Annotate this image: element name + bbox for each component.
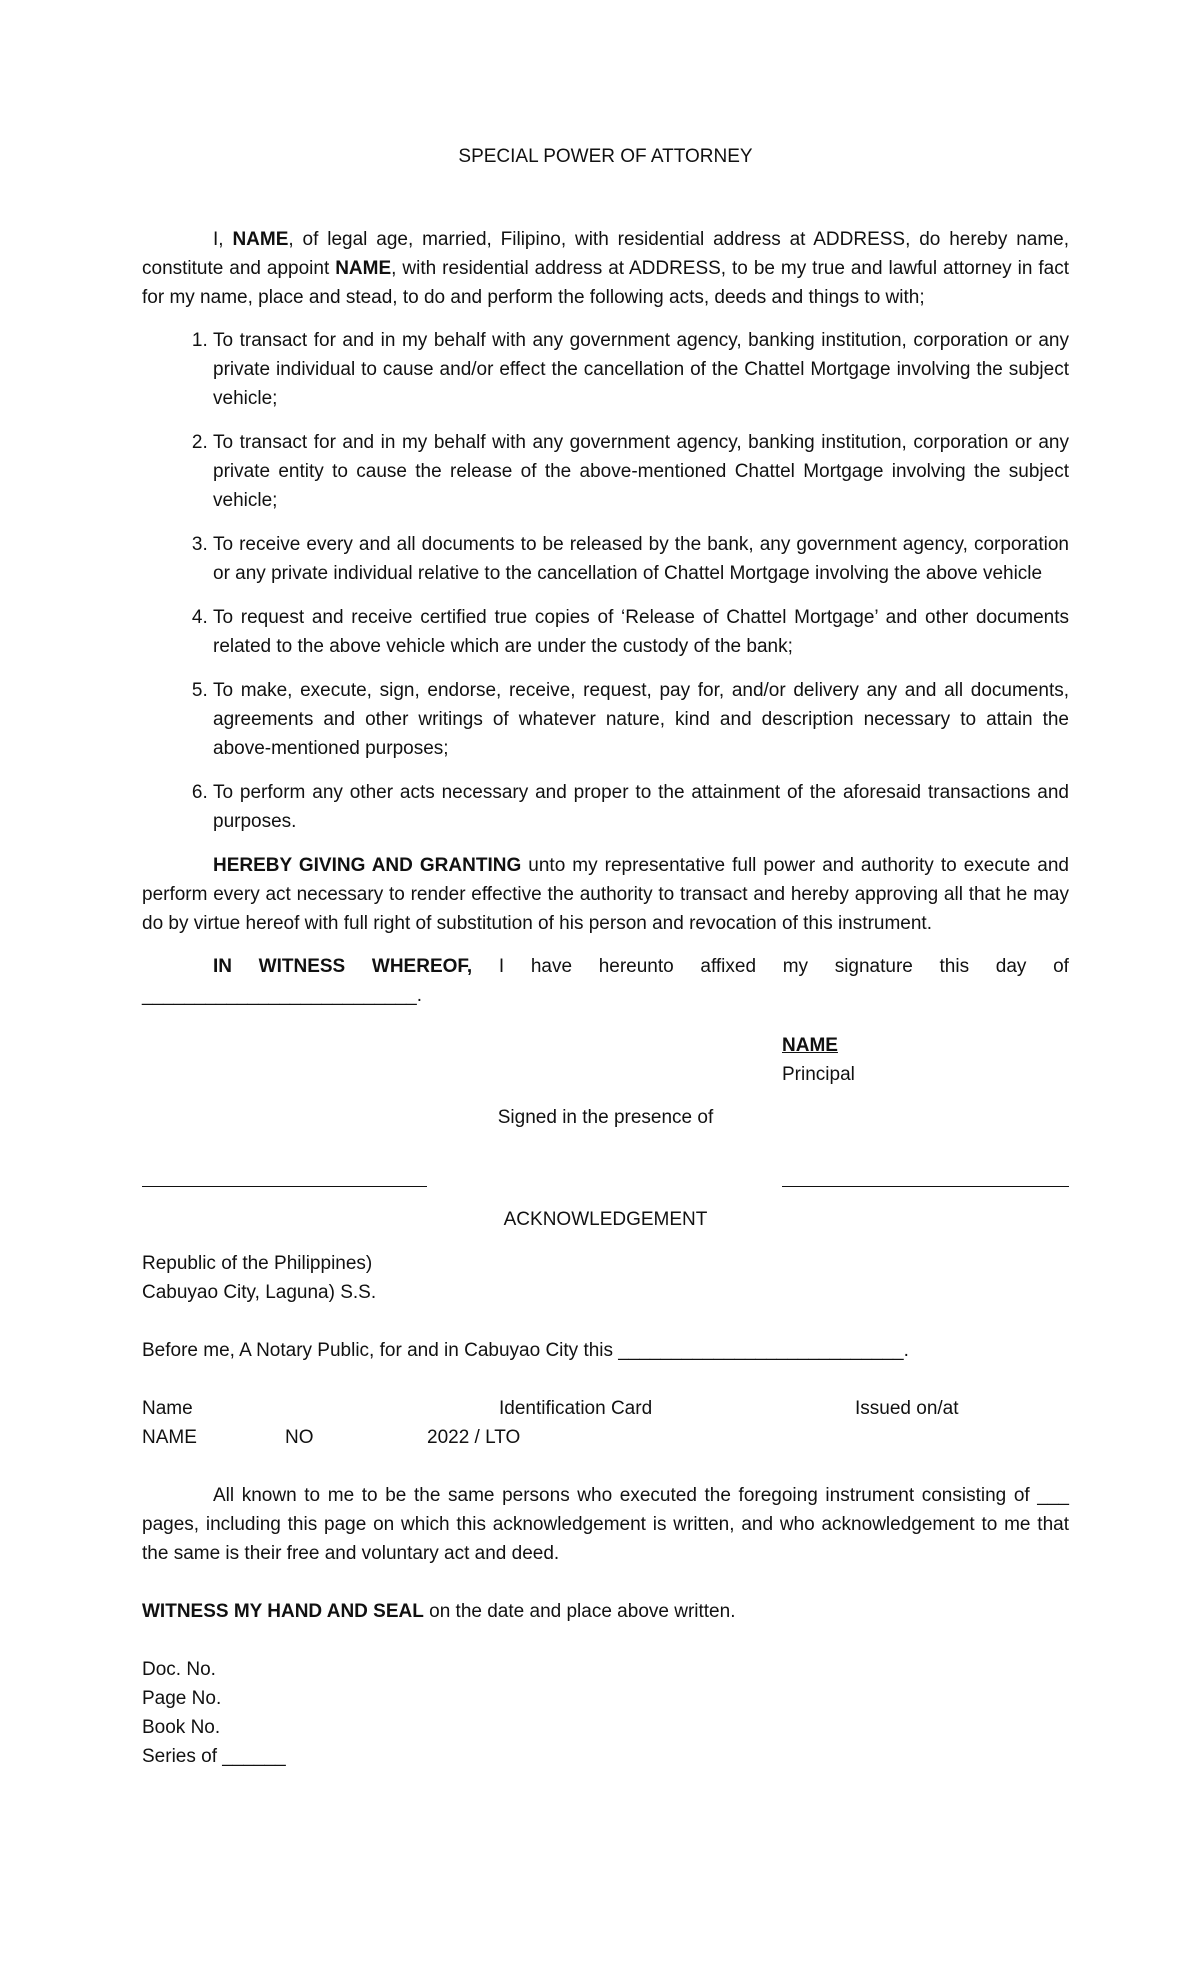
granting-text: unto my representative full power and authority to execute and perform every act necessary to render effective the authority to transact and hereby approving all that he may do by virtue hereof with full right of substitution of his person and revocation of this instrument. [142, 855, 1069, 934]
intro-text-3: , with residential address at ADDRESS, to be my true and lawful attorney in fact for my name, place and stead, to do and perform the following acts, deeds and things to with; [142, 258, 1069, 308]
list-item: 5. To make, execute, sign, endorse, receive, request, pay for, and/or delivery any and all documents, agreements and other writings of whatever nature, kind and description necessary to attain the above-mentioned purposes; [213, 676, 1069, 763]
intro-text-2: , of legal age, married, Filipino, with residential address at ADDRESS, do hereby name, constitute and appoint [142, 229, 1069, 279]
table-row [142, 1423, 1069, 1452]
powers-list [142, 326, 1069, 836]
witness-word: affixed [700, 956, 757, 977]
witness-paragraph [142, 952, 1069, 1010]
page-no: Page No. [142, 1688, 222, 1709]
witness-date-line: __________________________. [142, 985, 423, 1006]
doc-no: Doc. No. [142, 1659, 216, 1680]
venue-line-1: Republic of the Philippines) [142, 1253, 373, 1274]
witness-word: WHEREOF, [371, 956, 473, 977]
list-item: 1. To transact for and in my behalf with any government agency, banking institution, corporation or any private individual to cause and/or effect the cancellation of the Chattel Mortgage involving the subject vehicle; [213, 326, 1069, 413]
hand-seal-line [142, 1597, 1069, 1626]
granting-bold: HEREBY GIVING AND GRANTING [213, 855, 522, 876]
principal-signature-block [782, 1031, 1069, 1089]
list-item: 3. To receive every and all documents to be released by the bank, any government agency, corporation or any private individual relative to the cancellation of Chattel Mortgage involving the above vehicle [213, 530, 1069, 588]
list-item: 6. To perform any other acts necessary and proper to the attainment of the aforesaid transactions and purposes. [213, 778, 1069, 836]
principal-signature-name: NAME [782, 1035, 838, 1056]
id-row-number: NO [285, 1427, 314, 1448]
witness-word: my [782, 956, 809, 977]
id-row-issued: 2022 / LTO [427, 1427, 521, 1448]
document-title: SPECIAL POWER OF ATTORNEY [458, 146, 753, 167]
principal-name: NAME [232, 229, 289, 250]
witness-word: hereunto [598, 956, 674, 977]
list-item: 2. To transact for and in my behalf with any government agency, banking institution, corporation or any private entity to cause the release of the above-mentioned Chattel Mortgage involving the subject vehicle; [213, 428, 1069, 515]
id-header-issued: Issued on/at [855, 1398, 959, 1419]
witness-word: WITNESS [258, 956, 346, 977]
id-header-card: Identification Card [499, 1398, 653, 1419]
witness-line-1 [142, 952, 1069, 981]
venue-line-2: Cabuyao City, Laguna) S.S. [142, 1282, 377, 1303]
principal-role: Principal [782, 1064, 855, 1085]
intro-paragraph [142, 225, 1069, 312]
granting-paragraph [142, 851, 1069, 938]
attorney-name: NAME [335, 258, 392, 279]
witness-signature-line-right [782, 1168, 1069, 1187]
id-table-header [142, 1394, 1069, 1423]
id-row-name: NAME [142, 1427, 197, 1448]
book-no: Book No. [142, 1717, 221, 1738]
witness-word: signature [834, 956, 913, 977]
intro-text-1: I, [213, 229, 233, 250]
before-me-line: Before me, A Notary Public, for and in Cabuyao City this ___________________________. [142, 1340, 909, 1361]
witness-word: IN [213, 956, 232, 977]
series-of: Series of ______ [142, 1746, 286, 1767]
witness-word: have [530, 956, 573, 977]
witness-word: of [1053, 956, 1069, 977]
known-paragraph: All known to me to be the same persons who executed the foregoing instrument consisting of ___ pages, including this page on which this acknowledgement is written, and who acknowledgement to me that the same is their free and voluntary act and deed. [142, 1485, 1069, 1564]
witness-signature-lines [142, 1168, 1069, 1187]
hand-seal-bold: WITNESS MY HAND AND SEAL [142, 1601, 424, 1622]
signed-presence-label: Signed in the presence of [497, 1107, 714, 1128]
id-header-name: Name [142, 1398, 193, 1419]
hand-seal-text: on the date and place above written. [423, 1601, 736, 1622]
witness-word: day [995, 956, 1027, 977]
witness-word: I [498, 956, 505, 977]
acknowledgement-heading: ACKNOWLEDGEMENT [503, 1209, 708, 1230]
witness-signature-line-left [142, 1168, 427, 1187]
list-item: 4. To request and receive certified true copies of ‘Release of Chattel Mortgage’ and other documents related to the above vehicle which are under the custody of the bank; [213, 603, 1069, 661]
document-body [142, 142, 1069, 1771]
witness-word: this [939, 956, 970, 977]
